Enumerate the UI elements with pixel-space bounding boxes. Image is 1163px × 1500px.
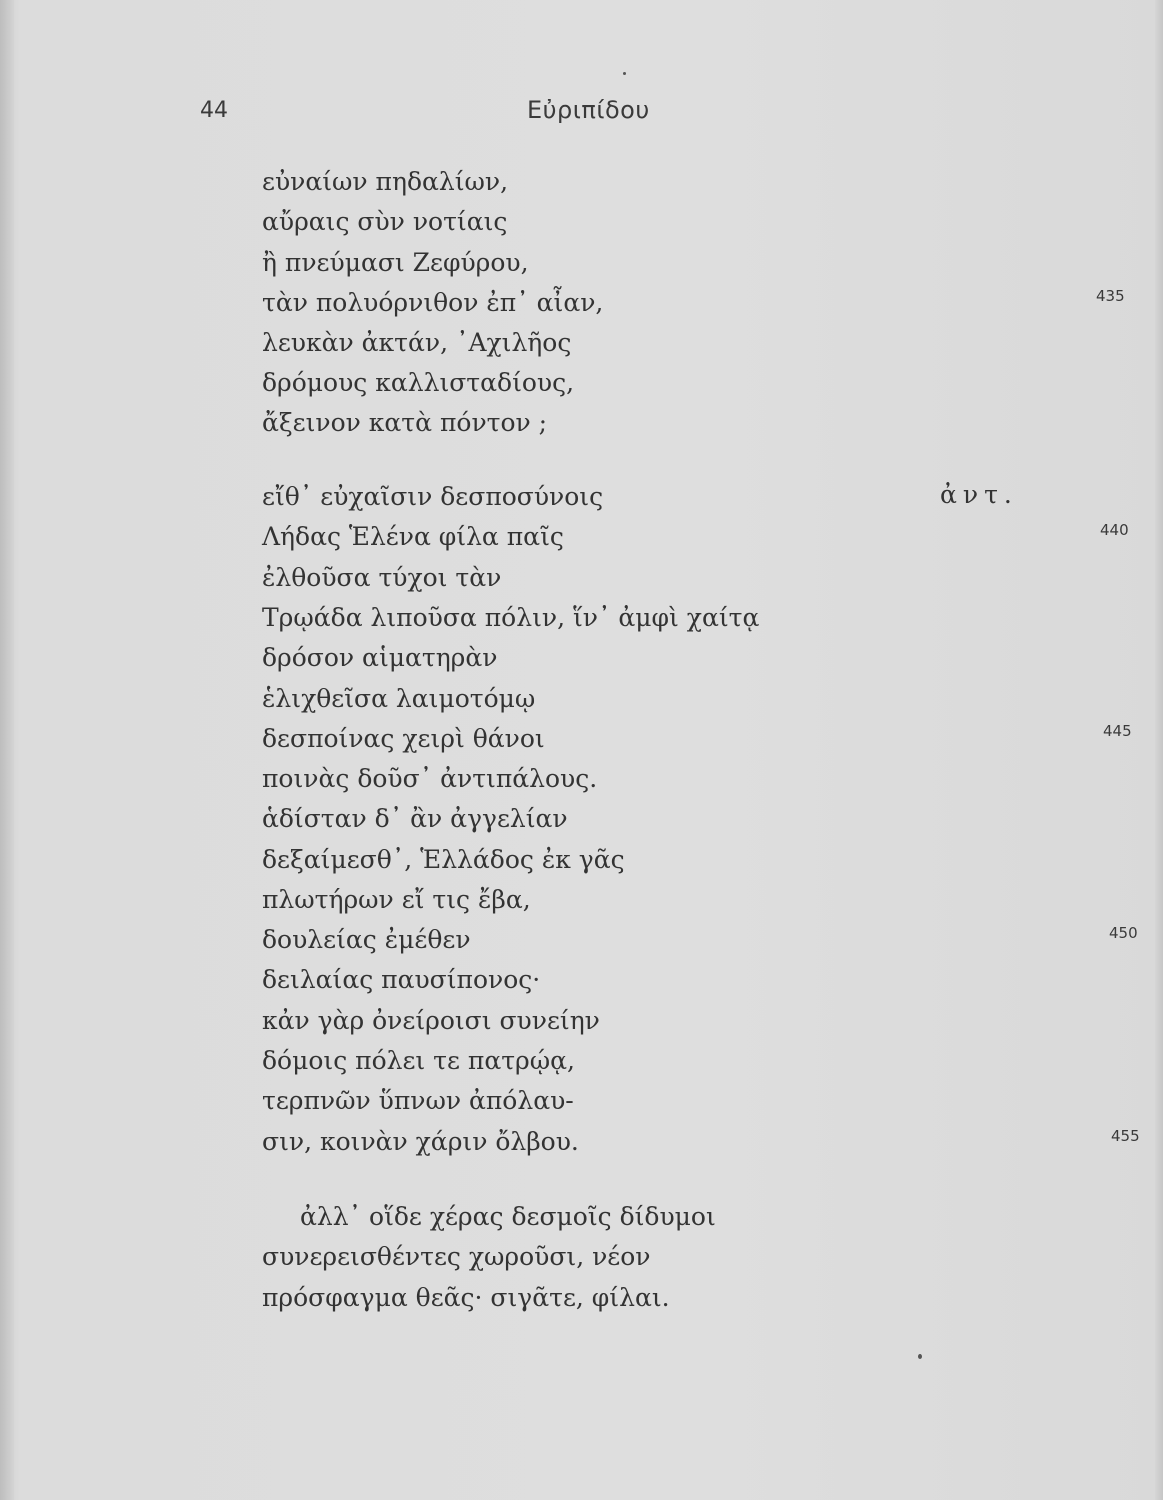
line-number: 450 xyxy=(1109,924,1138,942)
verse-line: δεξαίμεσθ᾽, Ἑλλάδος ἐκ γᾶς xyxy=(262,845,625,874)
verse-line: ἀλλ᾽ οἵδε χέρας δεσμοῖς δίδυμοι xyxy=(300,1202,716,1231)
scan-speck xyxy=(623,72,626,75)
verse-line: πλωτήρων εἴ τις ἔβα, xyxy=(262,885,531,914)
page-edge xyxy=(1155,0,1163,1500)
line-number: 435 xyxy=(1096,287,1125,305)
verse-line: πρόσφαγμα θεᾶς· σιγᾶτε, φίλαι. xyxy=(262,1283,670,1312)
verse-line: δεσποίνας χειρὶ θάνοι xyxy=(262,724,545,753)
verse-line: ἐλθοῦσα τύχοι τὰν xyxy=(262,563,502,592)
verse-line: εἴθ᾽ εὐχαῖσιν δεσποσύνοις xyxy=(262,482,604,511)
antistrophe-marker: ἀντ. xyxy=(940,480,1018,509)
verse-line: λευκὰν ἀκτάν, ᾽Αχιλῆος xyxy=(262,328,572,357)
verse-line: ἁδίσταν δ᾽ ἂν ἀγγελίαν xyxy=(262,804,568,833)
page-number: 44 xyxy=(200,98,228,123)
verse-line: δρόσον αἱματηρὰν xyxy=(262,643,498,672)
verse-line: ἄξεινον κατὰ πόντον ; xyxy=(262,408,548,437)
verse-line: ἑλιχθεῖσα λαιμοτόμῳ xyxy=(262,684,536,713)
verse-line: εὐναίων πηδαλίων, xyxy=(262,167,509,196)
verse-line: τὰν πολυόρνιθον ἐπ᾽ αἶαν, xyxy=(262,288,604,317)
verse-line: δειλαίας παυσίπονος· xyxy=(262,965,541,994)
verse-line: συνερεισθέντες χωροῦσι, νέον xyxy=(262,1242,651,1271)
verse-line: Τρῳάδα λιποῦσα πόλιν, ἵν᾽ ἀμφὶ χαίτᾳ xyxy=(262,603,760,632)
verse-line: τερπνῶν ὕπνων ἀπόλαυ- xyxy=(262,1086,574,1115)
line-number: 455 xyxy=(1111,1127,1140,1145)
line-number: 440 xyxy=(1100,521,1129,539)
line-number: 445 xyxy=(1103,722,1132,740)
verse-line: ἢ πνεύμασι Ζεφύρου, xyxy=(262,248,529,277)
verse-line: δρόμους καλλισταδίους, xyxy=(262,368,575,397)
binding-edge xyxy=(0,0,14,1500)
verse-line: δόμοις πόλει τε πατρῴᾳ, xyxy=(262,1046,575,1075)
verse-line: κἀν γὰρ ὀνείροισι συνείην xyxy=(262,1006,600,1035)
verse-line: αὔραις σὺν νοτίαις xyxy=(262,207,508,236)
verse-line: σιν, κοινὰν χάριν ὄλβου. xyxy=(262,1127,579,1156)
scan-speck xyxy=(918,1354,922,1359)
verse-line: Λήδας Ἑλένα φίλα παῖς xyxy=(262,522,564,551)
verse-line: δουλείας ἐμέθεν xyxy=(262,925,471,954)
verse-line: ποινὰς δοῦσ᾽ ἀντιπάλους. xyxy=(262,764,598,793)
running-head: Εὐριπίδου xyxy=(527,96,650,124)
